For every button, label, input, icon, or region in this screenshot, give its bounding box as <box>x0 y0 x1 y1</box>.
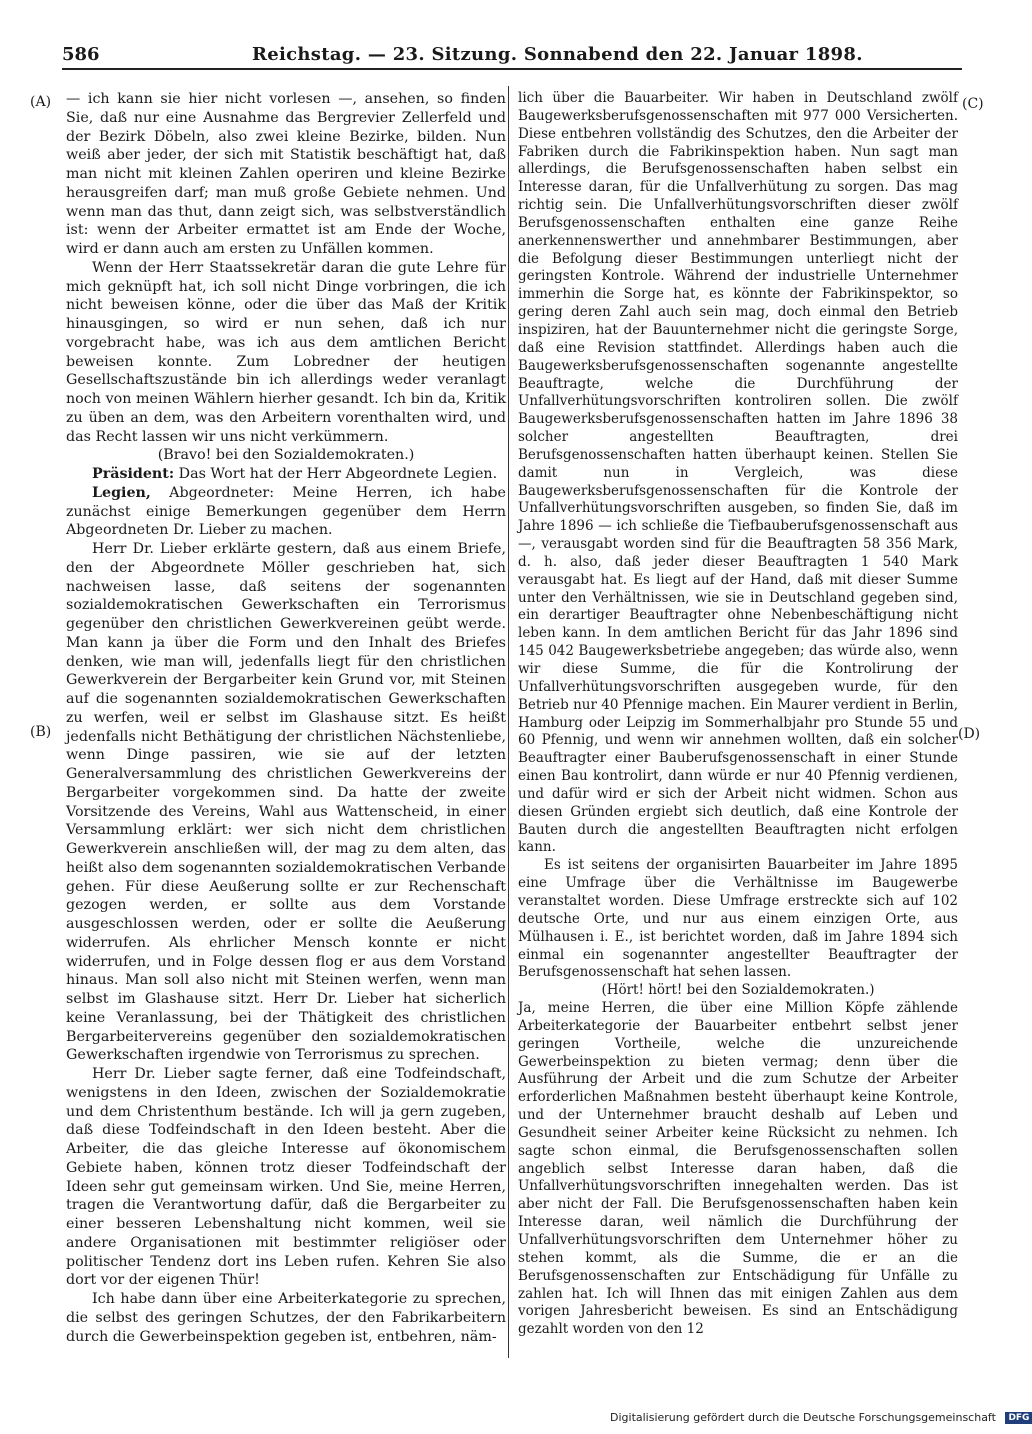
margin-mark-a: (A) <box>30 94 52 110</box>
footer-text: Digitalisierung gefördert durch die Deutsche Forschungsgemeinschaft <box>610 1411 996 1424</box>
paragraph <box>66 1065 506 1290</box>
right-column <box>518 90 958 1339</box>
footer-credit <box>610 1411 1032 1424</box>
dfg-logo: DFG <box>1005 1412 1032 1424</box>
paragraph-text: Das Wort hat der Herr Abgeordnete Legien. <box>174 466 498 482</box>
paragraph <box>518 857 958 982</box>
paragraph <box>66 1290 506 1346</box>
paragraph <box>66 465 506 484</box>
page-number: 586 <box>62 44 100 65</box>
margin-mark-b: (B) <box>30 724 52 740</box>
column-divider <box>508 86 509 1358</box>
paragraph <box>66 484 506 540</box>
paragraph-text: — ich kann sie hier nicht vorlesen —, ansehen, so finden Sie, daß nur eine Ausnahme das Bergrevier Zellerfeld und der Bezirk Döbeln, also zwei kleine Bezirke, bilden. Nun weiß aber jeder, der sich mit Statistik beschäftigt hat, daß man nicht mit kleinen Zahlen operiren und kleine Bezirke herausgreifen darf; man muß große Gebiete nehmen. Und wenn man das thut, dann zeigt sich, was selbstverständlich ist: wenn der Arbeiter ermattet ist am Ende der Woche, wird er dann auch am ersten zu Unfällen kommen. <box>66 91 506 257</box>
paragraph-text: Abgeordneter: Meine Herren, ich habe zunächst einige Bemerkungen gegenüber dem Herrn Abgeordneten Dr. Lieber zu machen. <box>66 484 506 539</box>
paragraph <box>518 1000 958 1339</box>
paragraph-text: Ja, meine Herren, die über eine Million Köpfe zählende Arbeiterkategorie der Bauarbeiter entbehrt selbst jener geringen Vortheile, welche die unzureichende Gewerbeinspektion zu bieten vermag; denn über die Ausführung der Arbeit und die zum Schutze der Arbeiter erforderlichen Maßnahmen besteht überhaupt keine Kontrole, und der Unternehmer braucht deshalb auf Leben und Gesundheit seiner Arbeiter keine Rücksicht zu nehmen. Ich sagte schon einmal, die Berufsgenossenschaften sollen angeblich selbst Interesse daran haben, daß die Unfallverhütungsvorschriften innegehalten werden. Das ist aber nicht der Fall. Die Berufsgenossenschaften haben kein Interesse daran, weil nämlich die Durchführung der Unfallverhütungsvorschriften dem Unternehmer höher zu stehen kommt, als die Summe, die er an die Berufsgenossenschaften zur Entschädigung für Unfälle zu zahlen hat. Ich will Ihnen das mit einigen Zahlen aus dem vorigen Jahresbericht beweisen. Es sind an Entschädigung gezahlt worden von den 12 <box>518 1000 958 1338</box>
paragraph <box>518 90 958 857</box>
paragraph <box>66 540 506 1065</box>
paragraph-text: (Hört! hört! bei den Sozialdemokraten.) <box>601 982 875 999</box>
paragraph-text: (Bravo! bei den Sozialdemokraten.) <box>157 447 415 464</box>
paragraph <box>66 90 506 259</box>
margin-mark-d: (D) <box>958 726 981 742</box>
paragraph-text: Es ist seitens der organisirten Bauarbeiter im Jahre 1895 eine Umfrage über die Verhältnisse im Baugewerbe veranstaltet worden. Diese Umfrage erstreckte sich auf 102 deutsche Orte, und nur aus einem einzigen Orte, aus Mülhausen i. E., ist berichtet worden, daß im Jahre 1894 sich einmal ein sogenannter angestellter Beauftragter der Berufsgenossenschaft hat sehen lassen. <box>518 857 958 981</box>
margin-mark-c: (C) <box>962 96 984 112</box>
running-title: Reichstag. — 23. Sitzung. Sonnabend den 22. Januar 1898. <box>252 44 863 65</box>
speaker-name: Präsident: <box>92 466 175 482</box>
stage-direction <box>66 446 506 465</box>
header-rule <box>62 68 962 70</box>
paragraph <box>66 259 506 447</box>
stage-direction <box>518 982 958 1000</box>
paragraph-text: Herr Dr. Lieber erklärte gestern, daß aus einem Briefe, den der Abgeordnete Möller geschrieben hat, sich nachweisen lasse, daß seitens der sogenannten sozialdemokratischen Gewerkschaften ein Terrorismus gegenüber den christlichen Gewerkvereinen geübt werde. Man kann ja über die Form und den Inhalt des Briefes denken, wie man will, jedenfalls liegt für den christlichen Gewerkverein der Bergarbeiter kein Grund vor, mit Steinen auf die sogenannten sozialdemokratischen Gewerkschaften zu werfen, weil er selbst im Glashause sitzt. Es heißt jedenfalls nicht Bethätigung der christlichen Nächstenliebe, wenn Dinge passiren, wie sie auf der letzten Generalversammlung des christlichen Gewerkvereins der Bergarbeiter vorgekommen sind. Da hatte der zweite Vorsitzende des Vereins, Wahl aus Wattenscheid, in einer Versammlung erklärt: wer sich nicht dem christlichen Gewerkverein anschließen will, der mag zu dem alten, das heißt also dem sogenannten sozialdemokratischen Verbande gehen. Für diese Aeußerung sollte er zur Rechenschaft gezogen werden, er sollte aus dem Vorstande ausgeschlossen werden, oder er sollte die Aeußerung widerrufen. Als ehrlicher Mensch konnte er nicht widerrufen, und in Folge dessen flog er aus dem Vorstand hinaus. Man soll also nicht mit Steinen werfen, wenn man selbst im Glashause sitzt. Herr Dr. Lieber hat sicherlich keine Veranlassung, bei der Thätigkeit des christlichen Bergarbeitervereins gegenüber den sozialdemokratischen Gewerkschaften irgendwie von Terrorismus zu sprechen. <box>66 541 506 1064</box>
paragraph-text: Ich habe dann über eine Arbeiterkategorie zu sprechen, die selbst des geringen Schutzes, der den Fabrikarbeitern durch die Gewerbeinspektion gegeben ist, entbehren, näm- <box>66 1291 506 1345</box>
paragraph-text: lich über die Bauarbeiter. Wir haben in Deutschland zwölf Baugewerksberufsgenossenschaften mit 977 000 Versicherten. Diese entbehren vollständig des Schutzes, den die Arbeiter der Fabriken durch die Fabrikinspektion haben. Nun sagt man allerdings, die Berufsgenossenschaften haben selbst ein Interesse daran, für die Unfallverhütung zu sorgen. Das mag richtig sein. Die Unfallverhütungsvorschriften dieser zwölf Berufsgenossenschaften enthalten eine ganze Reihe anerkennenswerther und annehmbarer Bestimmungen, aber die Befolgung dieser Bestimmungen unterliegt nicht der geringsten Kontrole. Während der industrielle Unternehmer immerhin die Sorge hat, es könnte der Fabrikinspektor, so gering deren Zahl auch sein mag, doch einmal den Betrieb inspiziren, hat der Bauunternehmer nicht die geringste Sorge, daß eine Revision stattfindet. Allerdings haben auch die Baugewerksberufsgenossenschaften sogenannte angestellte Beauftragte, welche die Durchführung der Unfallverhütungsvorschriften kontroliren sollen. Die zwölf Baugewerksberufsgenossenschaften hatten im Jahre 1896 38 solcher angestellten Beauftragten, drei Berufsgenossenschaften hatten überhaupt keinen. Stellen Sie damit nun in Vergleich, was diese Baugewerksberufsgenossenschaften für die Kontrole der Unfallverhütungsvorschriften ausgeben, so finden Sie, daß im Jahre 1896 — ich schließe die Tiefbauberufsgenossenschaft aus —, verausgabt worden sind für die Beauftragten 58 356 Mark, d. h. also, daß jeder dieser Beauftragten 1 540 Mark verausgabt hat. Es liegt auf der Hand, daß mit dieser Summe unter den Verhältnissen, wie sie in Deutschland gegeben sind, ein derartiger Beauftragter ohne Nebenbeschäftigung nicht leben kann. In dem amtlichen Bericht für das Jahr 1896 sind 145 042 Baugewerksbetriebe angegeben; das würde also, wenn wir diese Summe, die für die Kontrolirung der Unfallverhütungsvorschriften ausgegeben wurde, für den Betrieb nur 40 Pfennige machen. Ein Maurer verdient in Berlin, Hamburg oder Leipzig im Sommerhalbjahr pro Stunde 55 und 60 Pfennig, und wenn wir annehmen wollten, daß ein solcher Beauftragter einer Bauberufsgenossenschaft in einer Stunde einen Bau kontrolirt, dann würde er nur 40 Pfennig verdienen, und dafür wird er sich der Arbeit nicht widmen. Schon aus diesen Gründen ergiebt sich deutlich, daß eine Kontrole der Bauten durch die angestellten Beauftragten nicht erfolgen kann. <box>518 90 958 856</box>
paragraph-text: Wenn der Herr Staatssekretär daran die gute Lehre für mich geknüpft hat, ich soll nicht Dinge vorbringen, die ich nicht beweisen könne, oder die über das Maß der Kritik hinausgingen, so wird er nun sehen, daß ich nur vorgebracht habe, was ich aus dem amtlichen Bericht beweisen konnte. Zum Lobredner der heutigen Gesellschaftszustände bin ich allerdings weder veranlagt noch von meinen Wählern hierher gesandt. Ich bin da, Kritik zu üben an dem, was den Arbeitern vorenthalten wird, und das Recht lassen wir uns nicht verkümmern. <box>66 259 506 445</box>
left-column <box>66 90 506 1346</box>
speaker-name: Legien, <box>92 484 151 501</box>
paragraph-text: Herr Dr. Lieber sagte ferner, daß eine Todfeindschaft, wenigstens in den Ideen, zwischen der Sozialdemokratie und dem Christenthum bestände. Ich will ja gern zugeben, daß diese Todfeindschaft in den Ideen besteht. Aber die Arbeiter, die das gleiche Interesse auf ökonomischem Gebiete haben, können trotz dieser Todfeindschaft der Ideen sehr gut gemeinsam wirken. Und Sie, meine Herren, tragen die Verantwortung dafür, daß die Bergarbeiter zu einer besseren Lebenshaltung nicht kommen, weil sie andere Organisationen mit bestimmter religiöser oder politischer Tendenz dort ins Leben rufen. Kehren Sie also dort vor der eigenen Thür! <box>66 1066 506 1289</box>
